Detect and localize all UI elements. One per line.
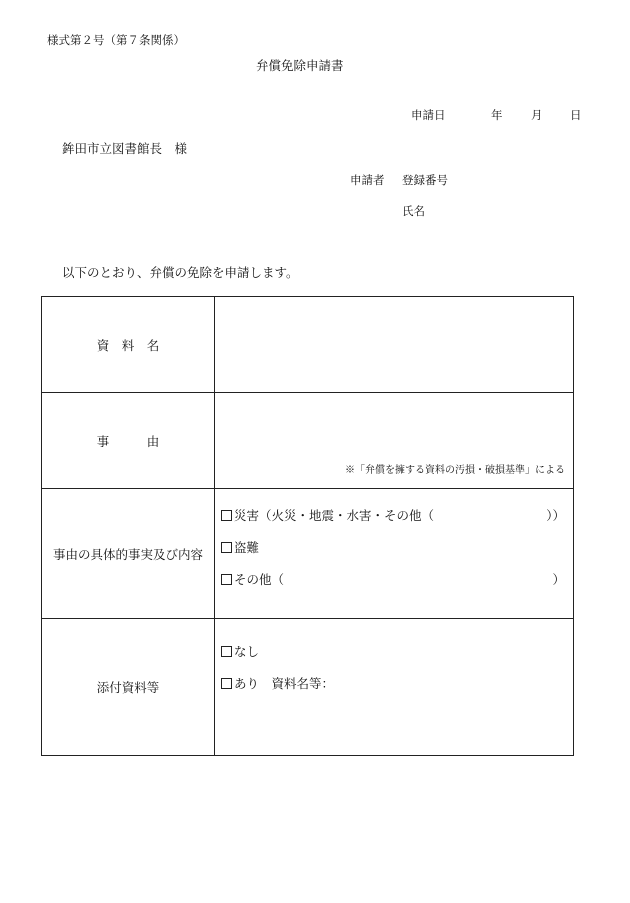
checkbox-icon[interactable]: [221, 510, 232, 521]
intro-text: 以下のとおり、弁償の免除を申請します。: [62, 265, 299, 280]
table-row: [42, 297, 574, 393]
disaster-option[interactable]: [221, 506, 434, 524]
application-table: [41, 296, 574, 756]
attachment-none-option[interactable]: [221, 642, 259, 660]
date-label: 申請日: [411, 108, 446, 122]
document-title: 弁償免除申請書: [256, 58, 344, 73]
other-option[interactable]: [221, 570, 284, 588]
form-number: 様式第２号（第７条関係）: [47, 33, 185, 47]
checkbox-icon[interactable]: [221, 574, 232, 585]
name-label: 氏名: [402, 204, 425, 218]
disaster-close-paren: ））: [546, 508, 565, 523]
theft-option-label: 盗難: [234, 540, 260, 555]
details-label: 事由の具体的事実及び内容: [42, 489, 215, 619]
checkbox-icon[interactable]: [221, 678, 232, 689]
addressee: 鉾田市立図書館長 様: [62, 141, 188, 156]
reason-field[interactable]: [215, 393, 574, 489]
month-label: 月: [531, 108, 543, 122]
table-row: [42, 619, 574, 756]
material-name-field[interactable]: [215, 297, 574, 393]
details-field: [215, 489, 574, 619]
material-name-label: 資 料 名: [42, 297, 215, 393]
attachments-field: [215, 619, 574, 756]
registration-number-label: 登録番号: [402, 173, 448, 187]
attachment-none-label: なし: [234, 644, 260, 659]
reason-note: ※「弁償を擁する資料の汚損・破損基準」による: [345, 465, 565, 476]
table-row: [42, 393, 574, 489]
table-row: [42, 489, 574, 619]
year-label: 年: [491, 108, 503, 122]
checkbox-icon[interactable]: [221, 542, 232, 553]
applicant-label: 申請者: [350, 173, 385, 187]
attachments-label: 添付資料等: [42, 619, 215, 756]
attachment-yes-option[interactable]: [221, 674, 334, 692]
disaster-option-label: 災害（火災・地震・水害・その他（: [234, 508, 435, 523]
reason-label: 事 由: [42, 393, 215, 489]
other-option-label: その他（: [234, 572, 285, 587]
day-label: 日: [570, 108, 582, 122]
theft-option[interactable]: [221, 538, 259, 556]
other-close-paren: ）: [552, 572, 565, 587]
checkbox-icon[interactable]: [221, 646, 232, 657]
attachment-yes-label: あり 資料名等：: [234, 676, 335, 691]
